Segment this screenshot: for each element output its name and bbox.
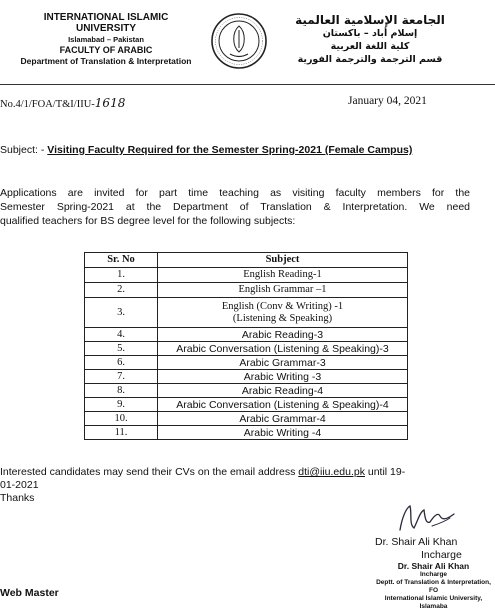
table-row: [85, 268, 408, 283]
subject-cell: [158, 298, 408, 328]
university-location: Islamabad – Pakistan: [68, 35, 144, 44]
sr-no-cell: 5.: [85, 342, 158, 356]
subject-cell: Arabic Writing -4: [158, 426, 408, 440]
signatory-name: Dr. Shair Ali Khan: [375, 536, 458, 548]
reference-code: No.4/1/FOA/T&I/IIU-: [0, 99, 95, 110]
arabic-department: قسم الترجمة والترجمة الفورية: [297, 54, 443, 65]
table-row: [85, 370, 408, 384]
subject-text: Visiting Faculty Required for the Semester Spring-2021 (Female Campus): [47, 144, 413, 156]
letter-date: January 04, 2021: [348, 95, 427, 107]
email-address: dti@iiu.edu.pk: [298, 466, 365, 478]
stamp-title: Incharge: [419, 571, 448, 578]
handwritten-signature: [392, 500, 462, 536]
table-row: [85, 426, 408, 440]
subject-cell: Arabic Writing -3: [158, 370, 408, 384]
sr-no-cell: 3.: [85, 298, 158, 328]
subject-cell: Arabic Grammar-4: [158, 412, 408, 426]
column-header-sr-no: Sr. No: [85, 253, 158, 268]
subject-cell: Arabic Conversation (Listening & Speaking)-3: [158, 342, 408, 356]
signatory-block: [375, 536, 462, 562]
university-seal-logo: [210, 12, 268, 70]
subjects-table: [84, 252, 408, 440]
arabic-location: إسلام أباد – باكستان: [322, 28, 418, 39]
signatory-title: Incharge: [421, 549, 462, 561]
table-row: [85, 398, 408, 412]
stamp-name: Dr. Shair Ali Khan: [397, 561, 470, 571]
sr-no-cell: 11.: [85, 426, 158, 440]
letterhead-english: [16, 12, 196, 67]
subject-cell: English Reading-1: [158, 268, 408, 283]
sr-no-cell: 6.: [85, 356, 158, 370]
sr-no-cell: 8.: [85, 384, 158, 398]
reference-number: [0, 96, 125, 110]
faculty-name: FACULTY OF ARABIC: [59, 45, 153, 55]
body-line: Semester Spring-2021 at the Department of Translation & Interpretation. We need: [0, 201, 470, 213]
subject-cell: Arabic Grammar-3: [158, 356, 408, 370]
table-row: [85, 328, 408, 342]
subject-cell-line: (Listening & Speaking): [232, 312, 333, 324]
table-row: [85, 283, 408, 298]
sr-no-cell: 10.: [85, 412, 158, 426]
sr-no-cell: 2.: [85, 283, 158, 298]
thanks-text: Thanks: [0, 492, 35, 504]
table-row: [85, 298, 408, 328]
university-name-line1: INTERNATIONAL ISLAMIC: [43, 12, 169, 23]
subject-prefix: Subject: -: [0, 144, 48, 156]
sr-no-cell: 7.: [85, 370, 158, 384]
table-row: [85, 356, 408, 370]
letterhead-divider: [0, 84, 495, 85]
closing-line: [0, 466, 470, 479]
column-header-subject: Subject: [158, 253, 408, 268]
subject-cell: English Grammar –1: [158, 283, 408, 298]
subject-line: [0, 143, 480, 157]
sr-no-cell: 4.: [85, 328, 158, 342]
stamp-university: International Islamic University, Islamaba: [384, 595, 483, 610]
letterhead-arabic: [275, 14, 465, 66]
department-name: Department of Translation & Interpretation: [20, 56, 192, 66]
arabic-university-name: الجامعة الإسلامية العالمية: [295, 13, 445, 27]
sr-no-cell: 9.: [85, 398, 158, 412]
table-row: [85, 384, 408, 398]
sr-no-cell: 1.: [85, 268, 158, 283]
handwritten-reference: 1618: [94, 96, 126, 110]
subject-cell: Arabic Reading-4: [158, 384, 408, 398]
copy-recipient: Web Master: [0, 587, 59, 599]
body-line: Applications are invited for part time teaching as visiting faculty members for the: [0, 187, 470, 199]
table-header-row: [85, 253, 408, 268]
closing-text: Interested candidates may send their CVs on the email address: [0, 466, 299, 478]
arabic-faculty: كلية اللغة العربية: [330, 41, 410, 52]
university-name-line2: UNIVERSITY: [75, 23, 136, 34]
body-paragraph: [0, 186, 470, 228]
body-line: qualified teachers for BS degree level for the following subjects:: [0, 215, 296, 227]
closing-text-end: until 19-: [364, 466, 406, 478]
table-row: [85, 342, 408, 356]
stamp-department: Deptt. of Translation & Interpretation, FO: [376, 579, 491, 594]
table-row: [85, 412, 408, 426]
closing-date-line: 01-2021: [0, 479, 39, 491]
subject-cell: Arabic Reading-3: [158, 328, 408, 342]
subject-cell-line: English (Conv & Writing) -1: [221, 300, 344, 312]
official-stamp: [372, 561, 495, 611]
subject-cell: Arabic Conversation (Listening & Speaking)-4: [158, 398, 408, 412]
